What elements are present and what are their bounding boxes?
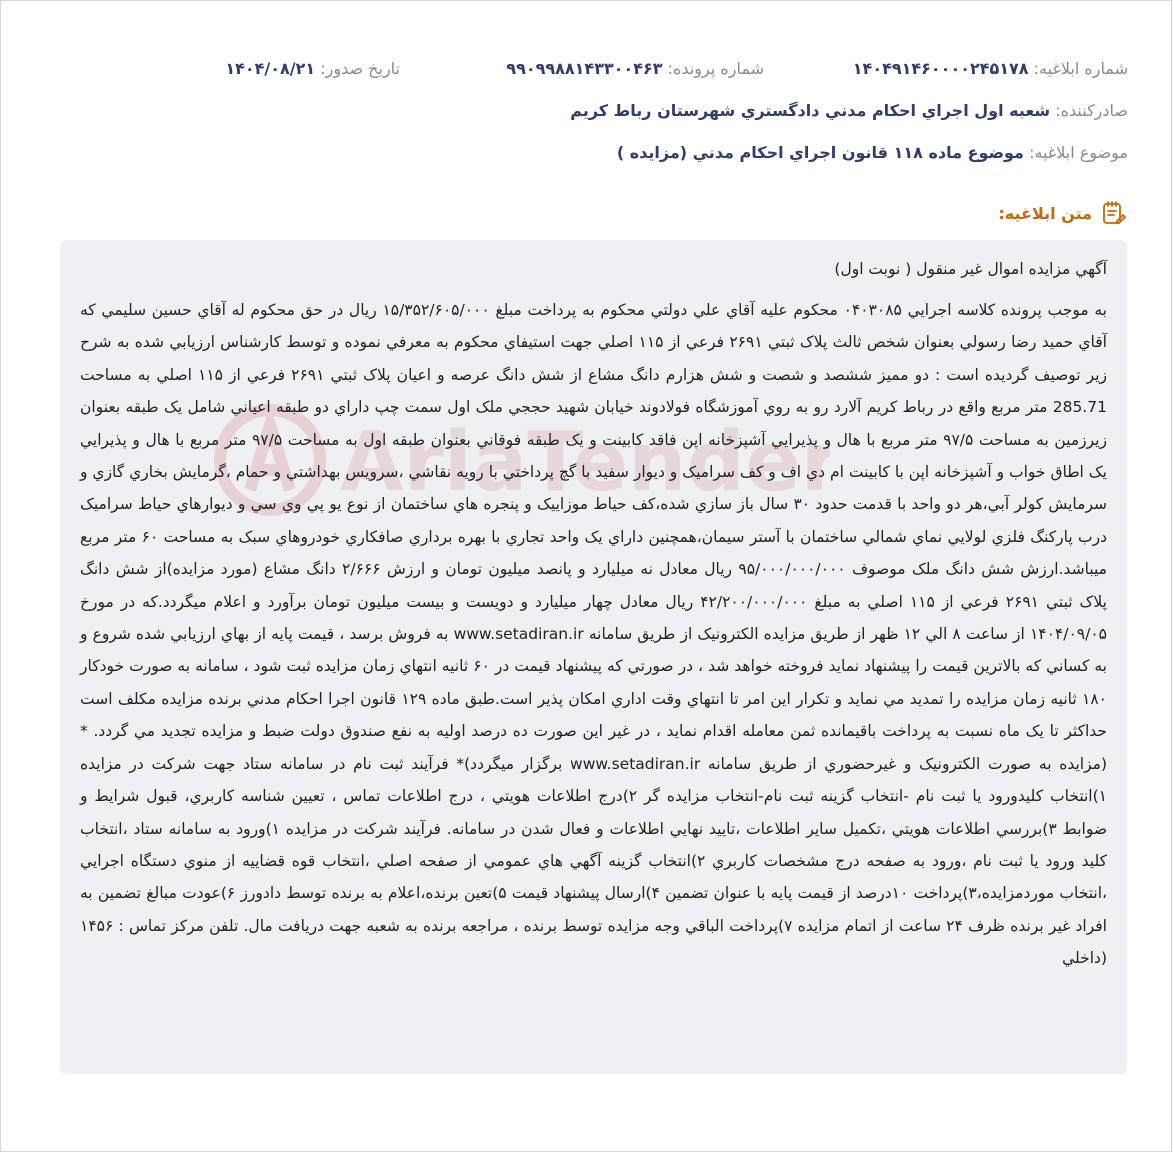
issue-date xyxy=(225,58,400,80)
issuer-label: صادرکننده: xyxy=(1055,101,1128,120)
notice-section-title xyxy=(998,200,1126,226)
subject-label: موضوع ابلاغيه: xyxy=(1029,143,1128,162)
subject-value: موضوع ماده ۱۱۸ قانون اجراي احکام مدني (مزايده ) xyxy=(616,143,1024,162)
notepad-icon xyxy=(1100,200,1126,226)
case-number-value: ۹۹۰۹۹۸۸۱۴۳۳۰۰۴۶۳ xyxy=(506,59,663,78)
notification-number-label: شماره ابلاغيه: xyxy=(1033,59,1128,78)
issuer-value: شعبه اول اجراي احکام مدني دادگستري شهرستان رباط کريم xyxy=(570,101,1051,120)
issue-date-label: تاريخ صدور: xyxy=(320,59,400,78)
case-number-label: شماره پرونده: xyxy=(667,59,764,78)
notice-body: به موجب پرونده کلاسه اجرايي ۰۴۰۳۰۸۵ محکوم عليه آقاي علي دولتي محکوم به پرداخت مبلغ ۱۵/۳۵۲/۶۰۵/۰۰۰ ريال در حق محکوم له آقاي حسين سليمي که آقاي حميد رضا رسولي بعنوان شخص ثالث پلاک ثبتي ۲۶۹۱ فرعي از ۱۱۵ اصلي جهت استيفاي محکوم به معرفي نموده و توسط کارشناس ارزيابي شده به شرح زير توصيف گرديده است : دو مميز ششصد و شصت و شش هزارم دانگ مشاع از شش دانگ عرصه و اعيان پلاک ثبتي ۲۶۹۱ فرعي از ۱۱۵ اصلي به مساحت 285.71 متر مربع واقع در رباط کريم آلارد رو به روي آموزشگاه فولادوند خيابان شهيد حججي ملک اول سمت چپ داراي دو طبقه اعياني شامل يک طبقه بعنوان زيرزمين به مساحت ۹۷/۵ متر مربع با هال و پذيرايي آشپزخانه اپن فاقد کابينت و يک طبقه فوقاني بعنوان طبقه اول به مساحت ۹۷/۵ متر مربع با هال و پذيرايي يک اطاق خواب و آشپزخانه اپن با کابينت ام دي اف و کف سراميک و ديوار سفيد با گچ پرداختي با رويه نقاشي ،سرويس بهداشتي و حمام ،گرمايش بخاري گازي و سرمايش کولر آبي،هر دو واحد با قدمت حدود ۳۰ سال باز سازي شده،کف حياط موزاييک و پنجره هاي ساختمان از نوع يو پي وي سي و ديوارهاي حياط سراميک درب پارکنگ فلزي لولايي نماي شمالي ساختمان با آستر سيمان،همچنين داراي يک واحد تجاري با بهره برداري صافکاري خودروهاي سبک به مساحت ۶۰ متر مربع ميباشد.ارزش شش دانگ ملک موصوف ۹۵/۰۰۰/۰۰۰/۰۰۰ ريال معادل نه ميليارد و پانصد ميليون تومان و ارزش ۲/۶۶۶ دانگ مشاع (مورد مزايده)از شش دانگ پلاک ثبتي ۲۶۹۱ فرعي از ۱۱۵ اصلي به مبلغ ۴۲/۲۰۰/۰۰۰/۰۰۰ ريال معادل چهار ميليارد و دويست و بيست ميليون تومان برآورد و اعلام ميگردد.که در مورخ ۱۴۰۴/۰۹/۰۵ از ساعت ۸ الي ۱۲ ظهر از طريق مزايده الکترونيک از طريق سامانه www.setadiran.ir به فروش برسد ، قيمت پايه از بهاي ارزيابي شده شروع و به کساني که بالاترين قيمت را پيشنهاد نمايد فروخته خواهد شد ، در صورتي که پيشنهاد قيمت در ۶۰ ثانيه انتهاي زمان مزايده ثبت شود ، سامانه به صورت خودکار ۱۸۰ ثانيه زمان مزايده را تمديد مي نمايد و تکرار اين امر تا انتهاي وقت اداري امکان پذير است.طبق ماده ۱۲۹ قانون اجرا احکام مدني برنده مزايده مکلف است حداکثر تا يک ماه نسبت به پرداخت باقيمانده ثمن معامله اقدام نمايد ، در غير اين صورت ده درصد اوليه به نفع صندوق دولت ضبط و مزايده تجديد مي گردد. *(مزايده به صورت الکترونيک و غيرحضوري از طريق سامانه www.setadiran.ir برگزار ميگردد)* فرآيند ثبت نام در سامانه ستاد جهت شرکت در مزايده ۱)انتخاب کليدورود يا ثبت نام -انتخاب گزينه ثبت نام-انتخاب مزايده گر ۲)درج اطلاعات هويتي ، درج اطلاعات تماس ، تعيين شناسه کاربري، قبول شرايط و ضوابط ۳)بررسي اطلاعات هويتي ،تکميل ساير اطلاعات ،تاييد نهايي اطلاعات و فعال شدن در سامانه. فرآيند شرکت در مزايده ۱)ورود به سامانه ستاد ،انتخاب کليد ورود يا ثبت نام ،ورود به صفحه درج مشخصات کاربري ۲)انتخاب گزينه آگهي هاي عمومي از صفحه اصلي ،انتخاب قوه قضاييه از منوي دستگاه اجرايي ،انتخاب موردمزايده،۳)پرداخت ۱۰درصد از قيمت پايه با عنوان تضمين ۴)ارسال پيشنهاد قيمت ۵)تعين برنده،اعلام به برنده توسط دادورز ۶)عودت مبالغ تضمين به افراد غير برنده ظرف ۲۴ ساعت از اتمام مزايده ۷)پرداخت الباقي وجه مزايده توسط برنده ، مراجعه برنده به شعبه جهت دريافت مال. تلفن مرکز تماس : ۱۴۵۶ (داخلي xyxy=(80,301,1108,968)
subject-row xyxy=(60,142,1128,164)
case-number xyxy=(506,58,764,80)
issue-date-value: ۱۴۰۴/۰۸/۲۱ xyxy=(225,59,316,78)
notice-content-box xyxy=(60,240,1127,1074)
svg-text:AriaTender.NET: AriaTender xyxy=(340,415,830,510)
notification-number xyxy=(853,58,1128,80)
notification-number-value: ۱۴۰۴۹۱۴۶۰۰۰۰۲۴۵۱۷۸ xyxy=(852,59,1029,78)
notice-title: آگهي مزايده اموال غير منقول ( نوبت اول) xyxy=(834,260,1107,278)
issuer-row xyxy=(60,100,1128,122)
notice-section-label: متن ابلاغيه: xyxy=(998,203,1092,223)
